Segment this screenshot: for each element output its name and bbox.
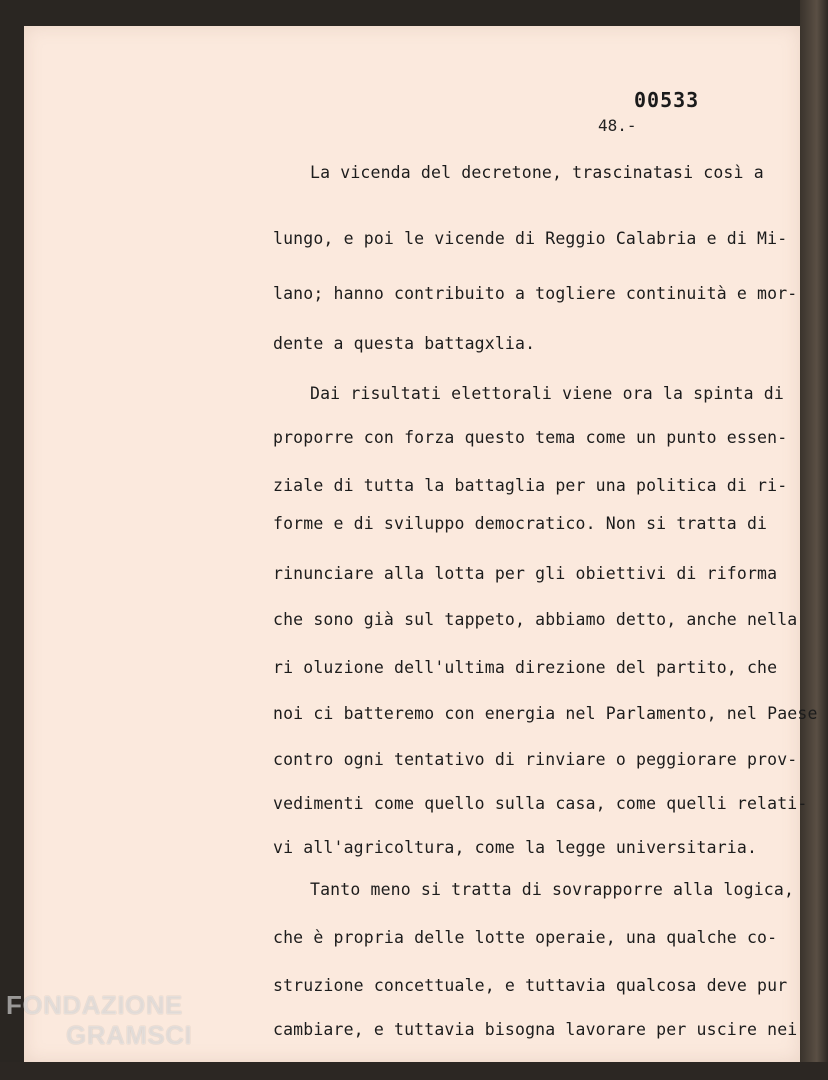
text-line: rinunciare alla lotta per gli obiettivi di riforma — [273, 564, 778, 583]
text-line: Tanto meno si tratta di sovrapporre alla logica, — [310, 880, 795, 899]
text-line: ri oluzione dell'ultima direzione del partito, che — [273, 658, 778, 677]
text-line: che è propria delle lotte operaie, una qualche co- — [273, 928, 778, 947]
archive-watermark-logo — [6, 990, 206, 1050]
text-line: lano; hanno contribuito a togliere continuità e mor- — [273, 284, 798, 303]
document-number: 00533 — [634, 88, 700, 112]
text-line: forme e di sviluppo democratico. Non si tratta di — [273, 514, 768, 533]
text-line: dente a questa battagxlia. — [273, 334, 536, 353]
watermark-line: GRAMSCI — [66, 1020, 193, 1050]
scan-border-right — [800, 0, 828, 1080]
text-line: La vicenda del decretone, trascinatasi così a — [310, 163, 764, 182]
scan-border-bottom — [0, 1062, 828, 1080]
text-line: contro ogni tentativo di rinviare o peggiorare prov- — [273, 750, 798, 769]
text-line: proporre con forza questo tema come un punto essen- — [273, 428, 788, 447]
text-line: che sono già sul tappeto, abbiamo detto, anche nella — [273, 610, 798, 629]
text-line: struzione concettuale, e tuttavia qualcosa deve pur — [273, 976, 788, 995]
text-line: lungo, e poi le vicende di Reggio Calabria e di Mi- — [273, 229, 788, 248]
text-line: Dai risultati elettorali viene ora la spinta di — [310, 384, 784, 403]
text-line: cambiare, e tuttavia bisogna lavorare per uscire nei — [273, 1020, 798, 1039]
watermark-line: FONDAZIONE — [6, 990, 183, 1020]
text-line: noi ci batteremo con energia nel Parlamento, nel Paese — [273, 704, 818, 723]
text-line: vedimenti come quello sulla casa, come quelli relati- — [273, 794, 808, 813]
document-page — [24, 26, 818, 1062]
text-line: ziale di tutta la battaglia per una politica di ri- — [273, 476, 788, 495]
text-line: vi all'agricoltura, come la legge universitaria. — [273, 838, 758, 857]
page-number: 48.- — [598, 116, 637, 135]
